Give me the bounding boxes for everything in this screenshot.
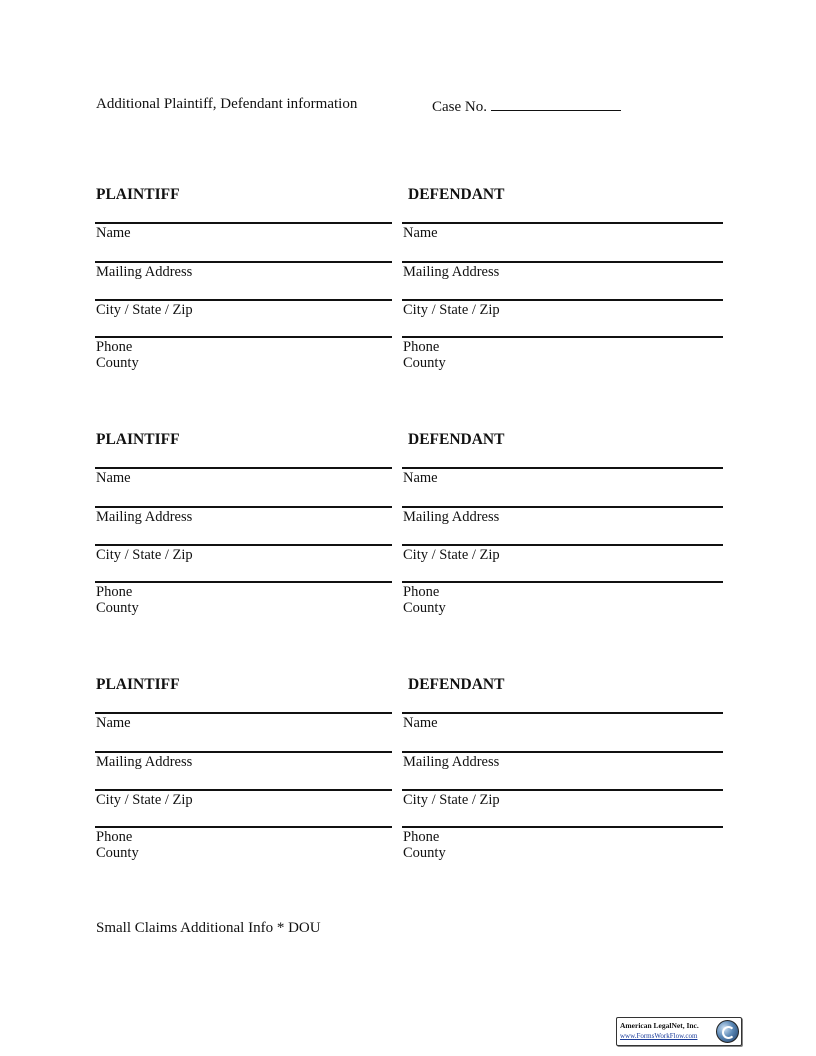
- defendant-3-city-state-zip-label: City / State / Zip: [403, 792, 500, 808]
- defendant-3-name-label: Name: [403, 715, 438, 731]
- footer-text: Small Claims Additional Info * DOU: [96, 920, 321, 936]
- plaintiff-3-city-state-zip-label: City / State / Zip: [96, 792, 193, 808]
- defendant-2-phone-line[interactable]: [402, 581, 723, 583]
- plaintiff-1-mailing-address-line[interactable]: [95, 261, 392, 263]
- defendant-1-city-state-zip-label: City / State / Zip: [403, 302, 500, 318]
- plaintiff-3-phone-line[interactable]: [95, 826, 392, 828]
- plaintiff-1-name-label: Name: [96, 225, 131, 241]
- plaintiff-1-phone-label: Phone: [96, 339, 133, 355]
- company-logo: [616, 1017, 742, 1046]
- plaintiff-1-city-state-zip-label: City / State / Zip: [96, 302, 193, 318]
- defendant-2-phone-label: Phone: [403, 584, 440, 600]
- defendant-2-heading: DEFENDANT: [408, 431, 505, 448]
- defendant-3-city-state-zip-line[interactable]: [402, 789, 723, 791]
- logo-url: www.FormsWorkFlow.com: [620, 1032, 698, 1040]
- case-number: [432, 96, 621, 116]
- case-number-line[interactable]: [491, 96, 621, 111]
- plaintiff-2-mailing-address-label: Mailing Address: [96, 509, 193, 525]
- plaintiff-3-city-state-zip-line[interactable]: [95, 789, 392, 791]
- defendant-3-heading: DEFENDANT: [408, 676, 505, 693]
- defendant-1-phone-label: Phone: [403, 339, 440, 355]
- defendant-1-heading: DEFENDANT: [408, 186, 505, 203]
- defendant-1-county-label: County: [403, 355, 446, 371]
- defendant-2-name-line[interactable]: [402, 467, 723, 469]
- logo-company: American LegalNet, Inc.: [620, 1021, 699, 1030]
- defendant-2-city-state-zip-label: City / State / Zip: [403, 547, 500, 563]
- plaintiff-1-mailing-address-label: Mailing Address: [96, 264, 193, 280]
- defendant-2-city-state-zip-line[interactable]: [402, 544, 723, 546]
- defendant-3-name-line[interactable]: [402, 712, 723, 714]
- plaintiff-2-phone-line[interactable]: [95, 581, 392, 583]
- defendant-2-mailing-address-line[interactable]: [402, 506, 723, 508]
- plaintiff-3-mailing-address-label: Mailing Address: [96, 754, 193, 770]
- plaintiff-1-county-label: County: [96, 355, 139, 371]
- defendant-1-mailing-address-label: Mailing Address: [403, 264, 500, 280]
- defendant-1-city-state-zip-line[interactable]: [402, 299, 723, 301]
- plaintiff-3-name-line[interactable]: [95, 712, 392, 714]
- plaintiff-3-county-label: County: [96, 845, 139, 861]
- defendant-3-mailing-address-label: Mailing Address: [403, 754, 500, 770]
- defendant-2-county-label: County: [403, 600, 446, 616]
- defendant-3-phone-label: Phone: [403, 829, 440, 845]
- case-number-label: Case No.: [432, 99, 487, 115]
- plaintiff-3-mailing-address-line[interactable]: [95, 751, 392, 753]
- defendant-3-phone-line[interactable]: [402, 826, 723, 828]
- defendant-1-name-label: Name: [403, 225, 438, 241]
- defendant-2-mailing-address-label: Mailing Address: [403, 509, 500, 525]
- defendant-1-name-line[interactable]: [402, 222, 723, 224]
- plaintiff-2-phone-label: Phone: [96, 584, 133, 600]
- plaintiff-1-heading: PLAINTIFF: [96, 186, 180, 203]
- plaintiff-3-heading: PLAINTIFF: [96, 676, 180, 693]
- plaintiff-2-name-label: Name: [96, 470, 131, 486]
- plaintiff-2-county-label: County: [96, 600, 139, 616]
- plaintiff-2-city-state-zip-label: City / State / Zip: [96, 547, 193, 563]
- plaintiff-2-heading: PLAINTIFF: [96, 431, 180, 448]
- defendant-1-mailing-address-line[interactable]: [402, 261, 723, 263]
- plaintiff-2-name-line[interactable]: [95, 467, 392, 469]
- form-title: Additional Plaintiff, Defendant information: [96, 96, 358, 112]
- plaintiff-3-phone-label: Phone: [96, 829, 133, 845]
- plaintiff-1-city-state-zip-line[interactable]: [95, 299, 392, 301]
- defendant-1-phone-line[interactable]: [402, 336, 723, 338]
- plaintiff-1-phone-line[interactable]: [95, 336, 392, 338]
- defendant-3-mailing-address-line[interactable]: [402, 751, 723, 753]
- defendant-3-county-label: County: [403, 845, 446, 861]
- globe-icon: [716, 1020, 739, 1043]
- plaintiff-3-name-label: Name: [96, 715, 131, 731]
- plaintiff-2-mailing-address-line[interactable]: [95, 506, 392, 508]
- plaintiff-1-name-line[interactable]: [95, 222, 392, 224]
- defendant-2-name-label: Name: [403, 470, 438, 486]
- plaintiff-2-city-state-zip-line[interactable]: [95, 544, 392, 546]
